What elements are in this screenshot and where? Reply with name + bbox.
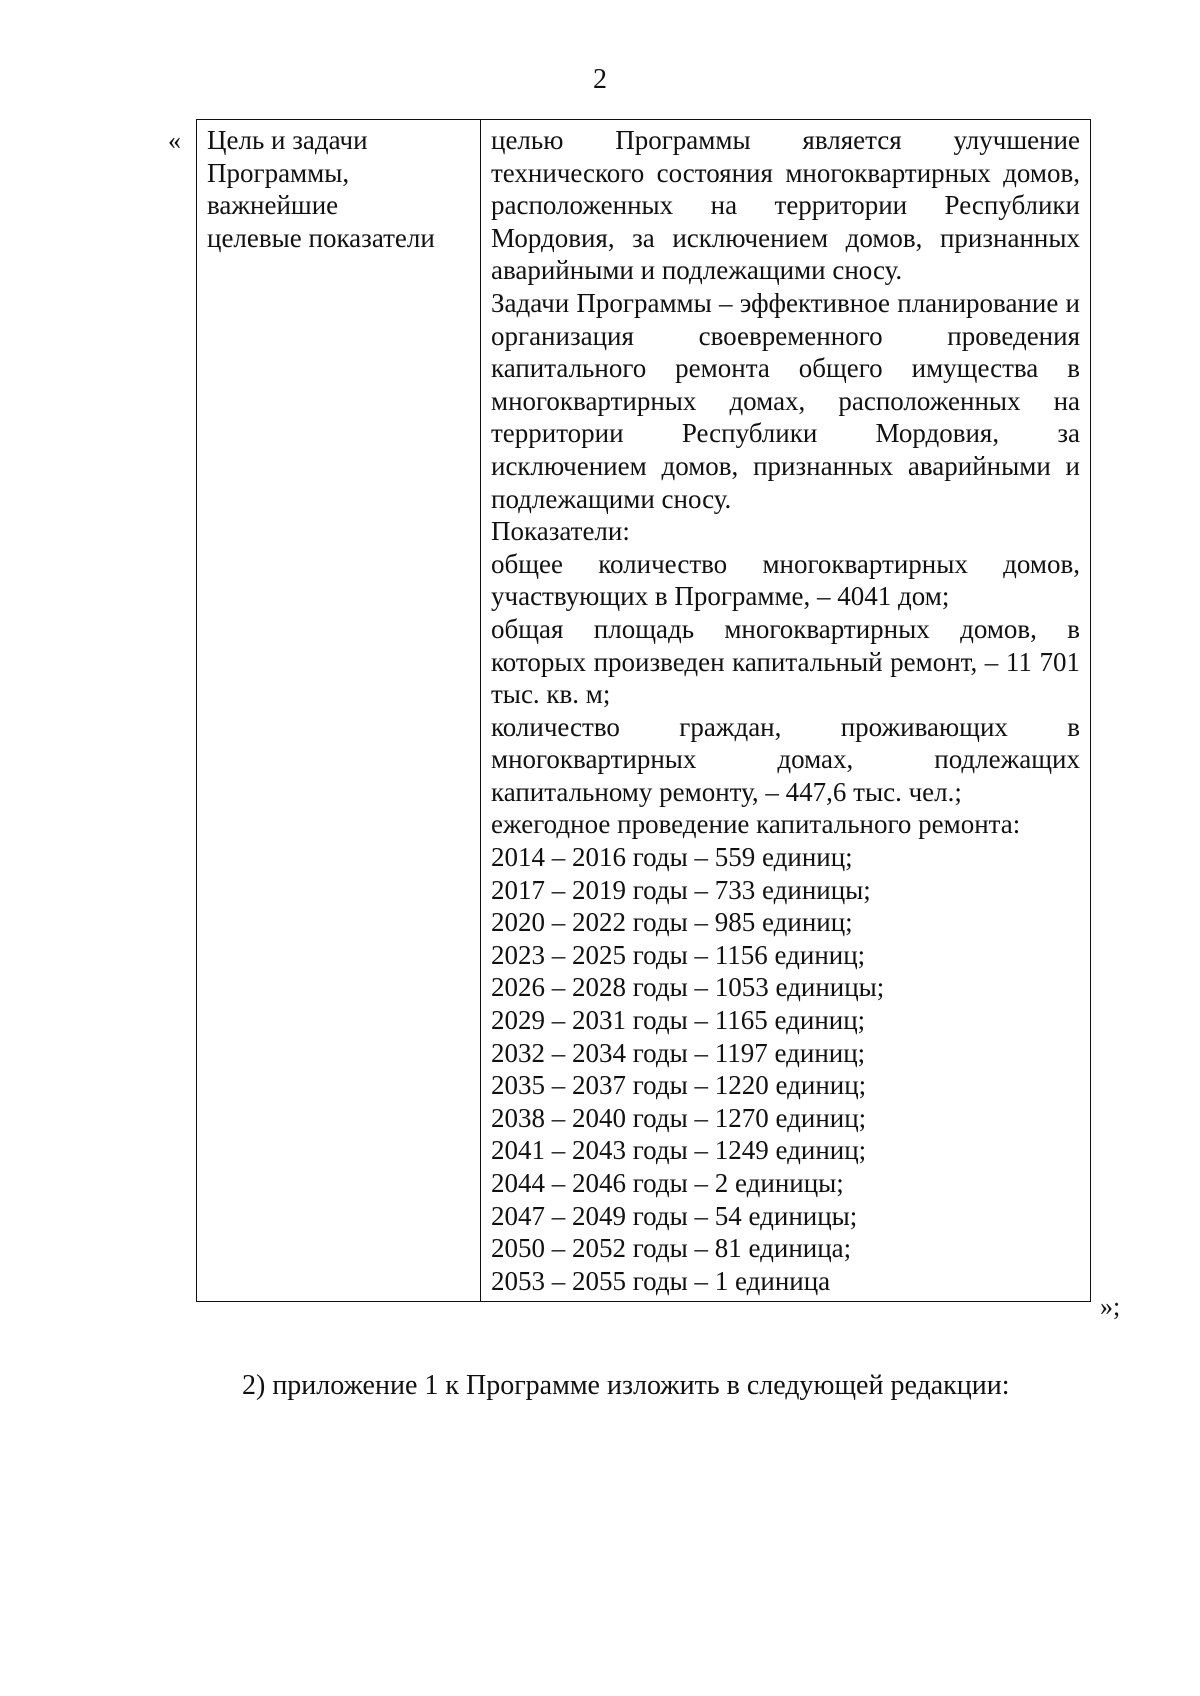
annual-repair-item: 2023 – 2025 годы – 1156 единиц; — [491, 939, 866, 970]
annual-repair-item: 2050 – 2052 годы – 81 единица; — [491, 1233, 852, 1264]
value-cell — [481, 120, 1091, 1302]
amendment-instruction: 2) приложение 1 к Программе изложить в следующей редакции: — [242, 1370, 1010, 1401]
indicator-area: общая площадь многоквартирных домов, в которых произведен капитальный ремонт, – 11 701 тыс. кв. м; — [491, 613, 1080, 710]
annual-repair-item: 2017 – 2019 годы – 733 единицы; — [491, 874, 871, 905]
annual-repair-item: 2026 – 2028 годы – 1053 единицы; — [491, 972, 885, 1003]
program-passport-table — [196, 119, 1091, 1302]
tasks-paragraph: Задачи Программы – эффективное планирование и организация своевременного проведения капитального ремонта общего имущества в многоквартирных домах, расположенных на территории Республики Мордовия, за исключением домов, признанных аварийными и подлежащими сносу. — [491, 287, 1080, 514]
page-number: 2 — [593, 64, 607, 95]
annual-repair-item: 2041 – 2043 годы – 1249 единиц; — [491, 1135, 867, 1166]
annual-repair-item: 2047 – 2049 годы – 54 единицы; — [491, 1200, 858, 1231]
annual-repair-item: 2035 – 2037 годы – 1220 единиц; — [491, 1070, 867, 1101]
table-row — [197, 120, 1091, 1302]
closing-quote-mark: »; — [1100, 1292, 1121, 1321]
indicator-citizens: количество граждан, проживающих в многоквартирных домах, подлежащих капитальному ремонту, – 447,6 тыс. чел.; — [491, 711, 1080, 807]
annual-repair-item: 2044 – 2046 годы – 2 единицы; — [491, 1168, 844, 1198]
label-line: важнейшие — [207, 190, 339, 221]
label-line: Цель и задачи — [207, 125, 368, 155]
goal-paragraph: целью Программы является улучшение технического состояния многоквартирных домов, расположенных на территории Республики Мордовия, за исключением домов, признанных аварийными и подлежащими сносу. — [491, 125, 1080, 286]
annual-repair-item: 2014 – 2016 годы – 559 единиц; — [491, 842, 853, 873]
opening-quote-mark: « — [168, 126, 181, 155]
annual-repair-item: 2032 – 2034 годы – 1197 единиц; — [491, 1037, 866, 1068]
annual-repair-item: 2029 – 2031 годы – 1165 единиц; — [491, 1005, 866, 1036]
label-line: Программы, — [207, 157, 350, 188]
annual-repair-item: 2020 – 2022 годы – 985 единиц; — [491, 907, 853, 938]
annual-repair-title: ежегодное проведение капитального ремонта: — [491, 809, 1021, 840]
annual-repair-item: 2053 – 2055 годы – 1 единица — [491, 1265, 831, 1296]
indicators-title: Показатели: — [491, 516, 630, 547]
label-cell — [197, 120, 481, 1302]
indicator-houses: общее количество многоквартирных домов, участвующих в Программе, – 4041 дом; — [491, 548, 1080, 612]
label-line: целевые показатели — [207, 222, 435, 253]
annual-repair-item: 2038 – 2040 годы – 1270 единиц; — [491, 1102, 867, 1133]
